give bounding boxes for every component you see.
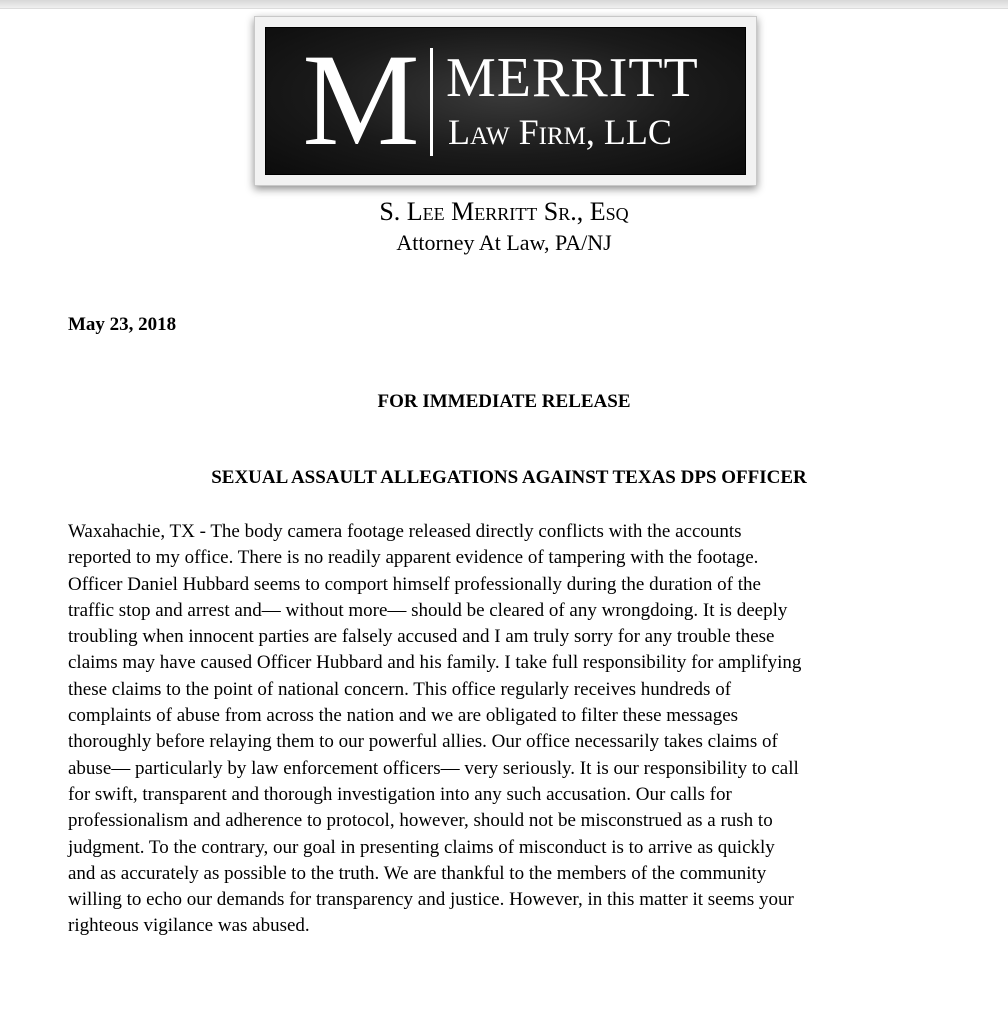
body-line: complaints of abuse from across the nation and we are obligated to filter these messages <box>68 705 739 727</box>
body-line: willing to echo our demands for transparency and justice. However, in this matter it seems your <box>68 889 794 911</box>
body-line: and as accurately as possible to the truth. We are thankful to the members of the community <box>68 862 767 884</box>
body-line: Waxahachie, TX - The body camera footage released directly conflicts with the accounts <box>68 521 742 542</box>
logo-plate <box>265 27 746 175</box>
firm-logo <box>254 16 757 186</box>
body-line: these claims to the point of national concern. This office regularly receives hundreds of <box>68 678 732 700</box>
logo-monogram: M <box>302 26 420 173</box>
document-date: May 23, 2018 <box>68 314 177 335</box>
attorney-name: S. Lee Merritt Sr., Esq <box>379 197 629 226</box>
release-label: FOR IMMEDIATE RELEASE <box>377 391 631 412</box>
body-line: Officer Daniel Hubbard seems to comport himself professionally during the duration of the <box>68 573 761 595</box>
body-line: abuse— particularly by law enforcement officers— very seriously. It is our responsibility to call <box>68 757 799 779</box>
body-paragraph <box>68 519 968 940</box>
body-line: troubling when innocent parties are falsely accused and I am truly sorry for any trouble these <box>68 626 775 648</box>
headline: SEXUAL ASSAULT ALLEGATIONS AGAINST TEXAS DPS OFFICER <box>211 467 807 488</box>
page-top-edge <box>0 0 1008 9</box>
logo-firm-type: Law Firm, LLC <box>448 112 672 152</box>
body-line: thoroughly before relaying them to our powerful allies. Our office necessarily takes claims of <box>68 731 778 753</box>
body-line: righteous vigilance was abused. <box>68 915 310 937</box>
body-line: judgment. To the contrary, our goal in presenting claims of misconduct is to arrive as quickly <box>68 836 775 858</box>
body-line: reported to my office. There is no readily apparent evidence of tampering with the footage. <box>68 547 759 569</box>
logo-divider <box>430 48 433 156</box>
body-line: claims may have caused Officer Hubbard and his family. I take full responsibility for amplifying <box>68 652 802 674</box>
attorney-title: Attorney At Law, PA/NJ <box>396 230 612 255</box>
body-line: traffic stop and arrest and— without more— should be cleared of any wrongdoing. It is deeply <box>68 599 788 621</box>
body-line: professionalism and adherence to protocol, however, should not be misconstrued as a rush to <box>68 810 773 832</box>
body-line: for swift, transparent and thorough investigation into any such accusation. Our calls for <box>68 783 732 805</box>
logo-firm-name: MERRITT <box>446 47 699 109</box>
